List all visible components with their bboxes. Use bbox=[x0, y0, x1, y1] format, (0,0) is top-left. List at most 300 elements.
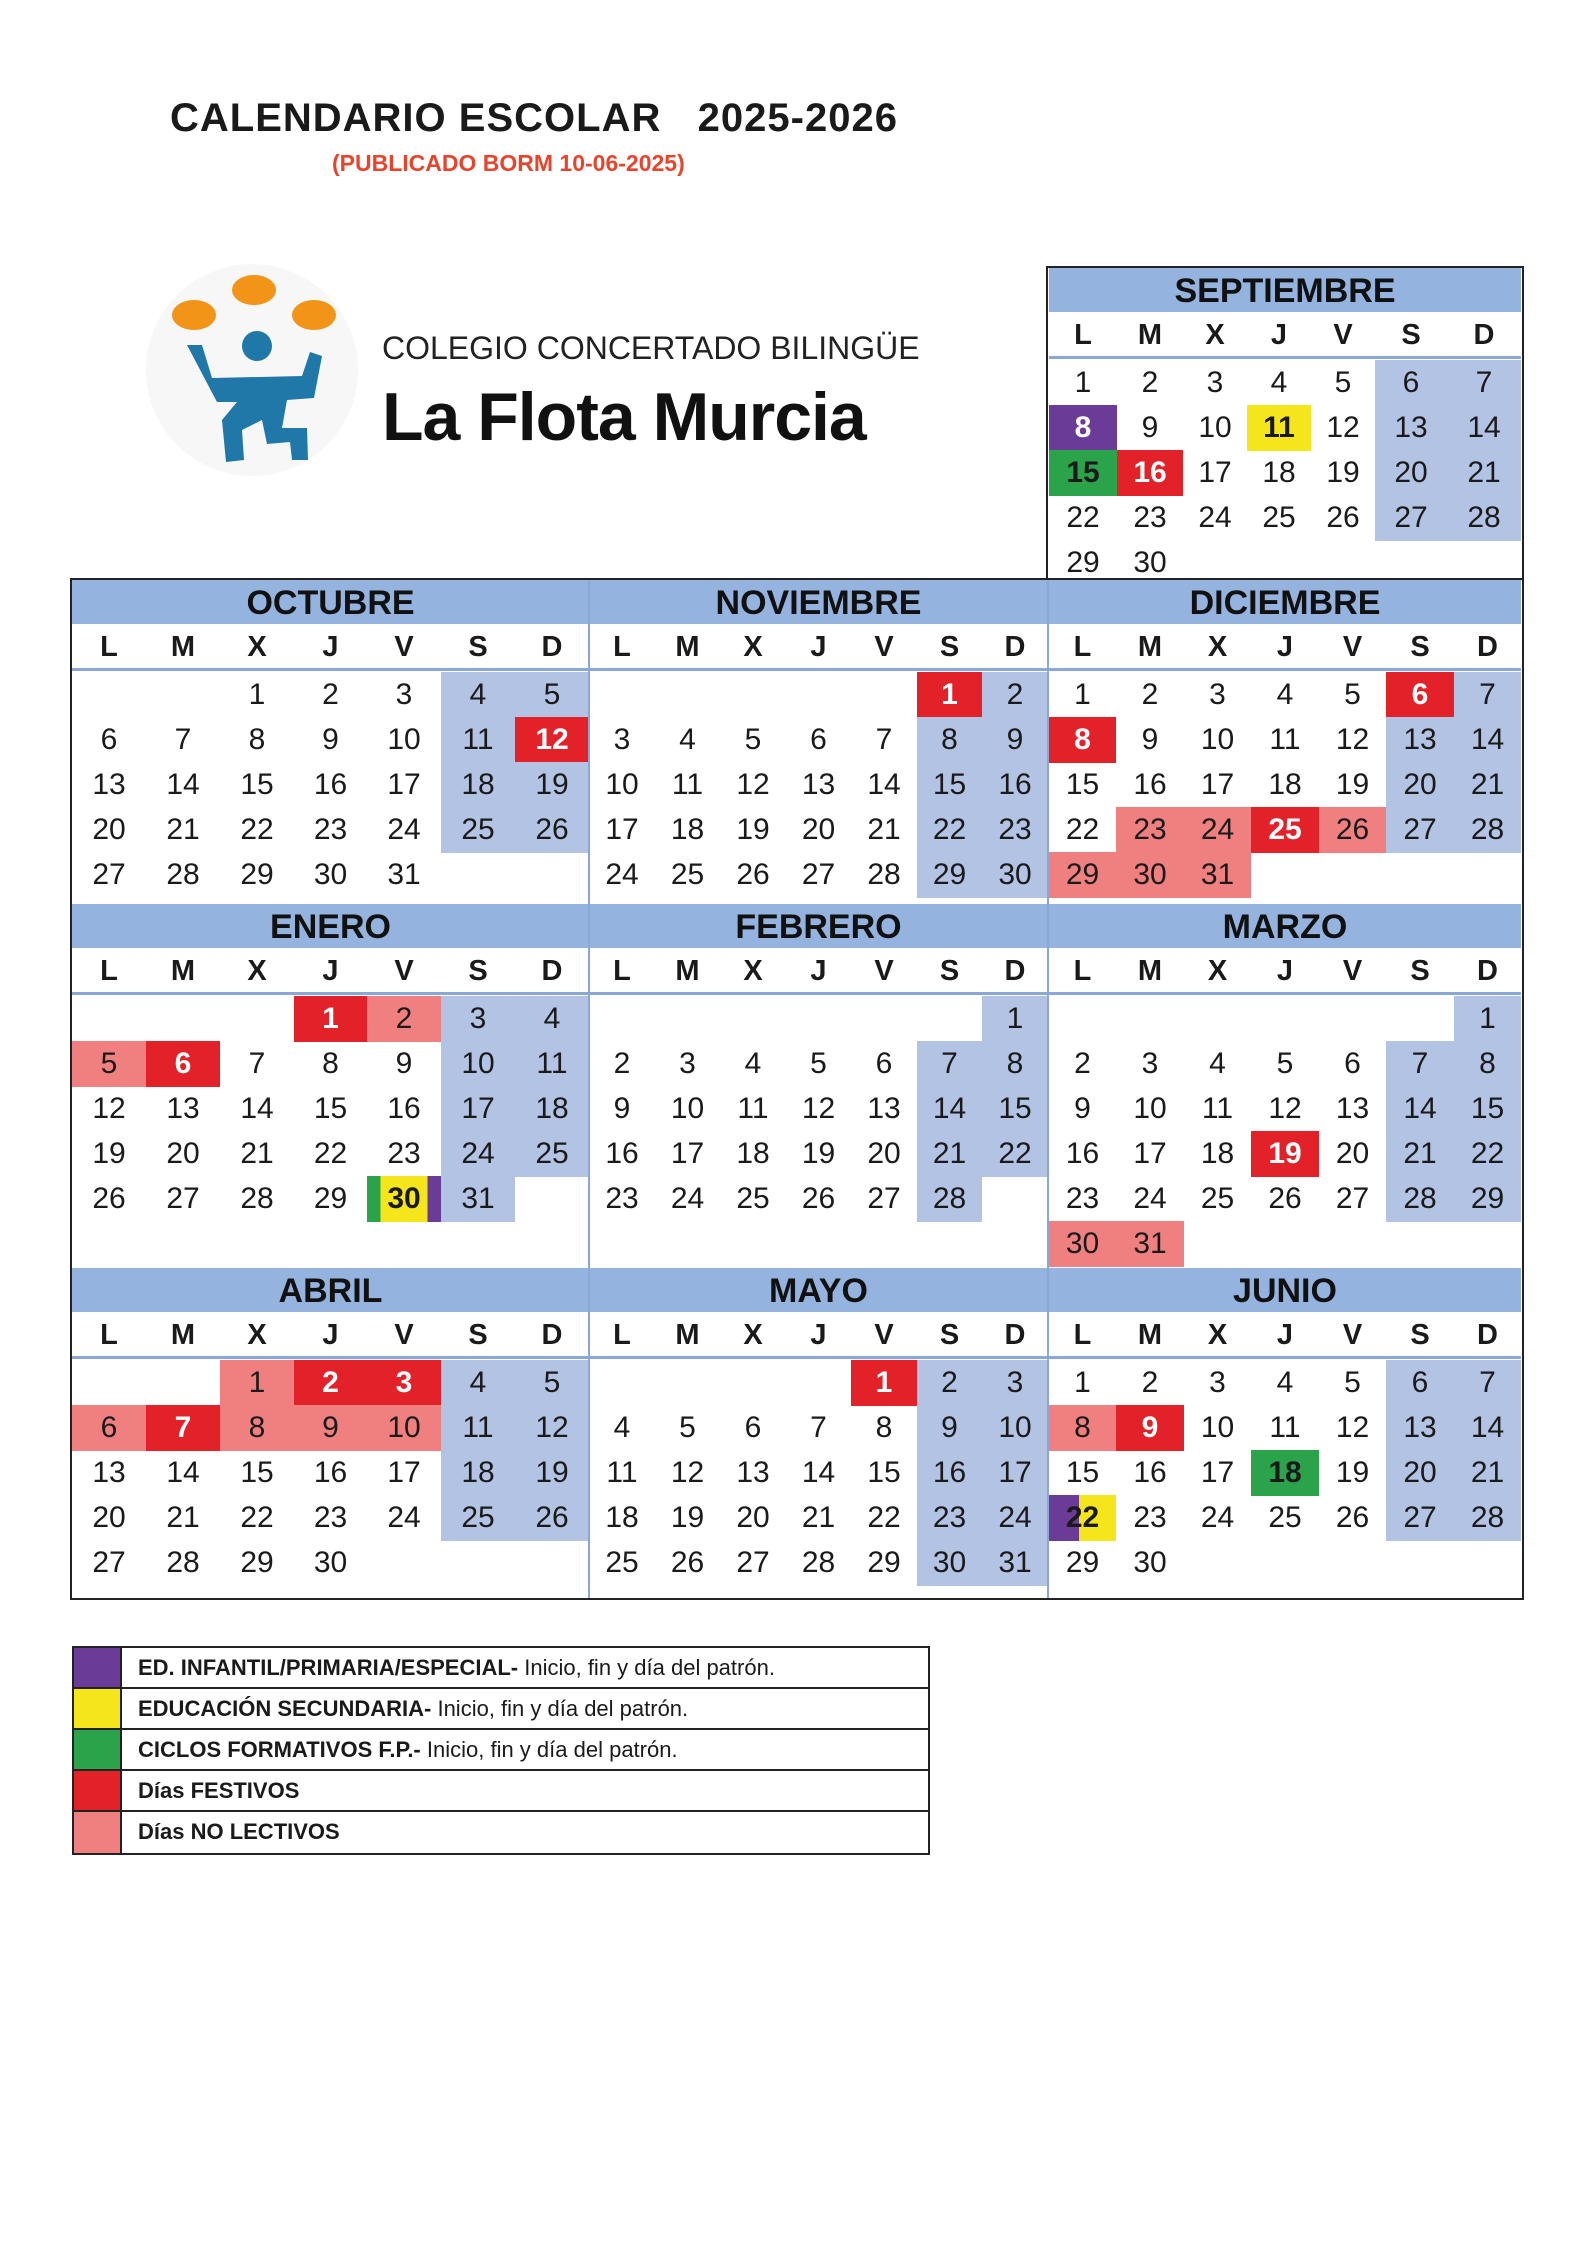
day-cell: 22 bbox=[1454, 1131, 1521, 1177]
day-cell: 22 bbox=[1065, 813, 1100, 846]
weekday-label: L bbox=[1074, 319, 1092, 351]
weekday-label: S bbox=[468, 955, 488, 987]
day-cell: 27 bbox=[736, 1546, 770, 1579]
day-cell: 25 bbox=[736, 1182, 770, 1215]
day-cell: 18 bbox=[515, 1086, 589, 1132]
legend-swatch bbox=[74, 1730, 122, 1769]
day-cell: 28 bbox=[801, 1546, 836, 1579]
day-cell: 21 bbox=[867, 813, 901, 846]
day-cell: 26 bbox=[1326, 501, 1360, 534]
day-cell: 7 bbox=[1454, 672, 1521, 718]
day-cell: 20 bbox=[736, 1501, 770, 1534]
day-cell: 25 bbox=[605, 1546, 639, 1579]
day-cell: 21 bbox=[240, 1137, 274, 1170]
weekday-label: M bbox=[675, 1319, 700, 1351]
weekday-label: S bbox=[1401, 319, 1421, 351]
weekday-label: D bbox=[1004, 631, 1026, 663]
day-cell: 6 bbox=[1386, 1360, 1454, 1406]
day-cell: 17 bbox=[982, 1450, 1048, 1496]
weekday-label: X bbox=[1205, 319, 1225, 351]
day-cell: 19 bbox=[1335, 1456, 1370, 1489]
day-cell: 13 bbox=[867, 1092, 901, 1125]
day-cell: 3 bbox=[982, 1360, 1048, 1406]
day-cell: 12 bbox=[670, 1456, 705, 1489]
weekday-label: V bbox=[1342, 631, 1363, 663]
school-logo-icon bbox=[142, 260, 372, 480]
day-cell: 1 bbox=[1074, 1366, 1091, 1399]
day-cell: 26 bbox=[515, 807, 589, 853]
month-title: DICIEMBRE bbox=[1049, 580, 1521, 624]
day-cell: 11 bbox=[671, 768, 704, 801]
day-cell: 8 bbox=[1454, 1041, 1521, 1087]
day-cell: 20 bbox=[1335, 1137, 1370, 1170]
day-cell: 23 bbox=[313, 813, 348, 846]
day-cell: 2 bbox=[1141, 1366, 1159, 1399]
day-cell: 29 bbox=[917, 852, 982, 898]
day-cell: 11 bbox=[606, 1456, 638, 1489]
day-cell: 13 bbox=[92, 1456, 126, 1489]
day-cell: 27 bbox=[1335, 1182, 1370, 1215]
day-cell: 4 bbox=[1276, 678, 1294, 711]
weekday-label: M bbox=[1137, 1319, 1163, 1351]
weekday-label: M bbox=[170, 1319, 196, 1351]
day-cell: 19 bbox=[515, 1450, 589, 1496]
day-cell: 3 bbox=[613, 723, 631, 756]
column-divider bbox=[588, 580, 590, 1598]
weekday-label: X bbox=[1207, 1319, 1228, 1351]
day-cell: 9 bbox=[322, 723, 339, 756]
day-cell: 31 bbox=[1116, 1221, 1184, 1267]
day-cell: 24 bbox=[441, 1131, 515, 1177]
day-cell: 2 bbox=[1141, 366, 1159, 399]
day-cell: 8 bbox=[248, 723, 266, 756]
day-cell: 8 bbox=[875, 1411, 893, 1444]
legend-label: CICLOS FORMATIVOS F.P.- Inicio, fin y día del patrón. bbox=[138, 1737, 678, 1762]
legend-row bbox=[74, 1730, 928, 1771]
weekday-label: S bbox=[468, 631, 488, 663]
day-cell: 5 bbox=[810, 1047, 827, 1080]
day-cell: 30 bbox=[1133, 546, 1167, 579]
day-cell: 24 bbox=[605, 858, 639, 891]
weekday-label: D bbox=[1004, 1319, 1026, 1351]
legend-row bbox=[74, 1689, 928, 1730]
day-cell: 18 bbox=[1251, 1450, 1319, 1496]
day-cell: 9 bbox=[1141, 723, 1159, 756]
day-cell: 3 bbox=[367, 1360, 441, 1406]
day-cell: 9 bbox=[917, 1405, 982, 1451]
weekday-label: X bbox=[743, 955, 763, 987]
weekday-label: M bbox=[170, 631, 196, 663]
day-cell: 10 bbox=[387, 723, 421, 756]
day-cell: 19 bbox=[92, 1137, 126, 1170]
day-cell: 23 bbox=[605, 1182, 639, 1215]
day-cell: 10 bbox=[982, 1405, 1048, 1451]
day-cell: 15 bbox=[917, 762, 982, 808]
legend-row bbox=[74, 1771, 928, 1812]
day-cell: 17 bbox=[441, 1086, 515, 1132]
day-cell: 8 bbox=[322, 1047, 339, 1080]
day-cell: 1 bbox=[1454, 996, 1521, 1042]
day-cell: 29 bbox=[1066, 546, 1100, 579]
september-frame bbox=[1046, 266, 1524, 580]
day-cell: 29 bbox=[240, 1546, 274, 1579]
day-cell: 28 bbox=[166, 858, 200, 891]
month-title: ABRIL bbox=[72, 1268, 589, 1312]
day-cell: 19 bbox=[736, 813, 770, 846]
day-cell: 20 bbox=[92, 813, 126, 846]
month-title: FEBRERO bbox=[589, 904, 1048, 948]
day-cell: 8 bbox=[1049, 405, 1117, 451]
day-cell: 13 bbox=[1386, 717, 1454, 763]
day-cell: 24 bbox=[1184, 807, 1251, 853]
day-cell: 10 bbox=[670, 1092, 705, 1125]
day-cell: 4 bbox=[613, 1411, 631, 1444]
day-cell: 22 bbox=[240, 1501, 274, 1534]
day-cell: 2 bbox=[917, 1360, 982, 1406]
day-cell: 11 bbox=[515, 1041, 589, 1087]
day-cell: 15 bbox=[1065, 1456, 1100, 1489]
day-cell: 8 bbox=[1049, 717, 1116, 763]
day-cell: 31 bbox=[982, 1540, 1048, 1586]
day-cell: 5 bbox=[1344, 1366, 1361, 1399]
weekday-label: M bbox=[1137, 955, 1163, 987]
day-cell: 12 bbox=[92, 1092, 126, 1125]
day-cell: 13 bbox=[801, 768, 836, 801]
day-cell: 31 bbox=[387, 858, 421, 891]
day-cell: 4 bbox=[441, 672, 515, 718]
day-cell: 5 bbox=[1344, 678, 1361, 711]
day-cell: 5 bbox=[744, 723, 762, 756]
day-cell: 25 bbox=[670, 858, 705, 891]
day-cell: 12 bbox=[515, 1405, 589, 1451]
weekday-label: X bbox=[247, 1319, 267, 1351]
day-cell: 11 bbox=[441, 1405, 515, 1451]
weekday-label: V bbox=[394, 955, 414, 987]
day-cell: 18 bbox=[441, 762, 515, 808]
day-cell: 12 bbox=[736, 768, 770, 801]
day-cell: 28 bbox=[1454, 807, 1521, 853]
weekday-label: L bbox=[100, 955, 118, 987]
day-cell: 5 bbox=[72, 1041, 146, 1087]
day-cell: 6 bbox=[810, 723, 827, 756]
day-cell: 16 bbox=[387, 1092, 421, 1125]
weekday-label: J bbox=[322, 1319, 339, 1351]
day-cell: 13 bbox=[166, 1092, 200, 1125]
day-cell: 5 bbox=[515, 672, 589, 718]
day-cell: 6 bbox=[72, 1405, 146, 1451]
day-cell: 26 bbox=[1335, 1501, 1370, 1534]
day-cell: 21 bbox=[917, 1131, 982, 1177]
day-cell: 23 bbox=[982, 807, 1048, 853]
month-title: MAYO bbox=[589, 1268, 1048, 1312]
weekday-label: L bbox=[1073, 631, 1092, 663]
weekday-label: D bbox=[541, 955, 563, 987]
day-cell: 14 bbox=[166, 768, 200, 801]
day-cell: 15 bbox=[240, 1456, 274, 1489]
day-cell: 13 bbox=[1386, 1405, 1454, 1451]
day-cell: 14 bbox=[801, 1456, 836, 1489]
weekday-label: V bbox=[1342, 955, 1363, 987]
day-cell: 24 bbox=[1198, 501, 1232, 534]
legend-swatch bbox=[74, 1812, 122, 1853]
day-cell: 7 bbox=[146, 1405, 220, 1451]
day-cell: 23 bbox=[1065, 1182, 1100, 1215]
day-cell: 2 bbox=[1074, 1047, 1091, 1080]
weekday-label: V bbox=[874, 955, 894, 987]
day-cell: 30 bbox=[1133, 1546, 1167, 1579]
day-cell: 29 bbox=[1049, 852, 1116, 898]
day-cell: 23 bbox=[917, 1495, 982, 1541]
weekday-label: X bbox=[247, 631, 267, 663]
day-cell: 18 bbox=[441, 1450, 515, 1496]
day-cell: 26 bbox=[1319, 807, 1386, 853]
weekday-label: V bbox=[394, 631, 414, 663]
day-cell: 27 bbox=[92, 1546, 126, 1579]
day-cell: 10 bbox=[1200, 723, 1235, 756]
day-cell: 15 bbox=[867, 1456, 901, 1489]
day-cell: 22 bbox=[313, 1137, 348, 1170]
day-cell: 24 bbox=[670, 1182, 705, 1215]
day-cell: 15 bbox=[313, 1092, 348, 1125]
weekday-label: L bbox=[613, 631, 631, 663]
day-cell: 30 bbox=[313, 1546, 348, 1579]
day-cell: 11 bbox=[441, 717, 515, 763]
day-cell: 20 bbox=[166, 1137, 200, 1170]
day-cell: 11 bbox=[1247, 405, 1311, 451]
day-cell: 2 bbox=[1141, 678, 1159, 711]
day-cell: 20 bbox=[1386, 1450, 1454, 1496]
day-cell: 1 bbox=[851, 1360, 917, 1406]
weekday-label: L bbox=[100, 631, 118, 663]
day-cell: 3 bbox=[441, 996, 515, 1042]
day-cell: 28 bbox=[917, 1176, 982, 1222]
day-cell: 14 bbox=[867, 768, 901, 801]
day-cell: 14 bbox=[1447, 405, 1521, 451]
day-cell: 4 bbox=[515, 996, 589, 1042]
day-cell: 26 bbox=[92, 1182, 126, 1215]
day-cell: 9 bbox=[1141, 411, 1159, 444]
day-cell: 26 bbox=[801, 1182, 836, 1215]
day-cell: 13 bbox=[92, 768, 126, 801]
day-cell: 7 bbox=[174, 723, 192, 756]
day-cell: 8 bbox=[982, 1041, 1048, 1087]
day-cell: 28 bbox=[1386, 1176, 1454, 1222]
month-title: JUNIO bbox=[1049, 1268, 1521, 1312]
day-cell: 22 bbox=[917, 807, 982, 853]
day-cell: 28 bbox=[1454, 1495, 1521, 1541]
day-cell: 13 bbox=[1335, 1092, 1370, 1125]
weekday-label: V bbox=[1342, 1319, 1363, 1351]
day-cell: 16 bbox=[1117, 450, 1183, 496]
day-cell: 30 bbox=[1049, 1221, 1116, 1267]
day-cell: 5 bbox=[1334, 366, 1352, 399]
day-cell: 15 bbox=[1454, 1086, 1521, 1132]
weekday-label: S bbox=[1410, 631, 1430, 663]
day-cell: 2 bbox=[982, 672, 1048, 718]
day-cell: 18 bbox=[1262, 456, 1296, 489]
day-cell: 11 bbox=[1201, 1092, 1234, 1125]
day-cell: 23 bbox=[313, 1501, 348, 1534]
day-cell: 9 bbox=[1116, 1405, 1184, 1451]
day-cell: 26 bbox=[1268, 1182, 1302, 1215]
day-cell: 14 bbox=[917, 1086, 982, 1132]
day-cell: 30 bbox=[917, 1540, 982, 1586]
day-cell: 28 bbox=[166, 1546, 200, 1579]
legend-swatch bbox=[74, 1689, 122, 1728]
day-cell: 6 bbox=[744, 1411, 762, 1444]
weekday-label: S bbox=[1410, 1319, 1430, 1351]
weekday-label: M bbox=[675, 955, 700, 987]
day-cell: 10 bbox=[605, 768, 639, 801]
day-cell: 14 bbox=[166, 1456, 200, 1489]
day-cell: 8 bbox=[917, 717, 982, 763]
day-cell: 2 bbox=[322, 678, 339, 711]
day-cell: 5 bbox=[679, 1411, 696, 1444]
day-cell: 19 bbox=[1326, 456, 1360, 489]
day-cell: 12 bbox=[801, 1092, 836, 1125]
weekday-label: V bbox=[874, 631, 894, 663]
day-cell: 9 bbox=[1074, 1092, 1091, 1125]
day-cell: 10 bbox=[1133, 1092, 1167, 1125]
day-cell: 30 bbox=[1116, 852, 1184, 898]
weekday-label: X bbox=[1207, 631, 1228, 663]
month-title: MARZO bbox=[1049, 904, 1521, 948]
day-cell: 19 bbox=[515, 762, 589, 808]
day-cell: 21 bbox=[1386, 1131, 1454, 1177]
day-cell: 10 bbox=[367, 1405, 441, 1451]
day-cell: 10 bbox=[441, 1041, 515, 1087]
weekday-label: D bbox=[1477, 1319, 1498, 1351]
day-cell: 16 bbox=[1065, 1137, 1100, 1170]
day-cell: 27 bbox=[92, 858, 126, 891]
day-cell: 27 bbox=[166, 1182, 200, 1215]
day-cell: 3 bbox=[395, 678, 413, 711]
day-cell: 4 bbox=[1209, 1047, 1226, 1080]
day-cell: 8 bbox=[220, 1405, 294, 1451]
day-cell: 19 bbox=[801, 1137, 836, 1170]
day-cell: 31 bbox=[1184, 852, 1251, 898]
day-cell: 14 bbox=[1386, 1086, 1454, 1132]
day-cell: 1 bbox=[982, 996, 1048, 1042]
weekday-label: X bbox=[743, 631, 763, 663]
day-cell: 6 bbox=[1344, 1047, 1361, 1080]
day-cell: 16 bbox=[1133, 1456, 1167, 1489]
day-cell: 22 bbox=[867, 1501, 901, 1534]
weekday-label: D bbox=[541, 1319, 563, 1351]
legend bbox=[72, 1646, 930, 1855]
day-cell: 26 bbox=[736, 858, 770, 891]
school-name: La Flota Murcia bbox=[382, 379, 866, 455]
day-cell: 8 bbox=[1049, 1405, 1116, 1451]
day-cell: 31 bbox=[441, 1176, 515, 1222]
day-cell: 23 bbox=[387, 1137, 421, 1170]
day-cell: 23 bbox=[1116, 807, 1184, 853]
day-cell: 6 bbox=[100, 723, 118, 756]
day-cell: 16 bbox=[313, 768, 348, 801]
day-cell: 28 bbox=[867, 858, 901, 891]
day-cell: 7 bbox=[917, 1041, 982, 1087]
day-cell: 17 bbox=[1200, 1456, 1235, 1489]
day-cell: 26 bbox=[670, 1546, 705, 1579]
day-cell: 6 bbox=[1375, 360, 1447, 406]
legend-label: ED. INFANTIL/PRIMARIA/ESPECIAL- Inicio, fin y día del patrón. bbox=[138, 1655, 775, 1680]
day-cell: 21 bbox=[166, 813, 200, 846]
day-cell: 15 bbox=[1065, 768, 1100, 801]
day-cell: 3 bbox=[1209, 678, 1226, 711]
day-cell: 1 bbox=[1074, 366, 1092, 399]
day-cell: 18 bbox=[1200, 1137, 1235, 1170]
legend-swatch bbox=[74, 1648, 122, 1687]
legend-label: EDUCACIÓN SECUNDARIA- Inicio, fin y día del patrón. bbox=[138, 1696, 689, 1721]
day-cell: 25 bbox=[441, 1495, 515, 1541]
day-cell: 7 bbox=[248, 1047, 266, 1080]
weekday-label: M bbox=[1137, 631, 1163, 663]
day-cell: 19 bbox=[1335, 768, 1370, 801]
day-cell: 27 bbox=[1386, 807, 1454, 853]
day-cell: 3 bbox=[1141, 1047, 1159, 1080]
day-cell: 13 bbox=[1375, 405, 1447, 451]
day-cell: 22 bbox=[240, 813, 274, 846]
day-cell: 12 bbox=[1326, 411, 1360, 444]
day-cell: 3 bbox=[679, 1047, 696, 1080]
day-cell: 20 bbox=[1375, 450, 1447, 496]
month-title: ENERO bbox=[72, 904, 589, 948]
day-cell: 22 bbox=[1066, 501, 1100, 534]
day-cell: 1 bbox=[248, 678, 266, 711]
day-cell: 7 bbox=[1454, 1360, 1521, 1406]
day-cell: 21 bbox=[1454, 762, 1521, 808]
day-cell: 27 bbox=[867, 1182, 901, 1215]
weekday-label: J bbox=[1276, 955, 1294, 987]
weekday-label: V bbox=[874, 1319, 894, 1351]
day-cell: 21 bbox=[166, 1501, 200, 1534]
weekday-label: L bbox=[1073, 1319, 1092, 1351]
column-divider bbox=[1047, 580, 1049, 1598]
day-cell: 2 bbox=[613, 1047, 631, 1080]
day-cell: 20 bbox=[867, 1137, 901, 1170]
weekday-label: D bbox=[541, 631, 563, 663]
day-cell: 30 bbox=[982, 852, 1048, 898]
month-title: OCTUBRE bbox=[72, 580, 589, 624]
day-cell: 25 bbox=[1268, 1501, 1302, 1534]
weekday-label: D bbox=[1004, 955, 1026, 987]
day-cell: 14 bbox=[1454, 1405, 1521, 1451]
day-cell: 16 bbox=[1133, 768, 1167, 801]
day-cell: 24 bbox=[982, 1495, 1048, 1541]
weekday-label: X bbox=[247, 955, 267, 987]
day-cell: 24 bbox=[387, 1501, 421, 1534]
legend-row bbox=[74, 1648, 928, 1689]
day-cell: 4 bbox=[1270, 366, 1288, 399]
day-cell: 14 bbox=[1454, 717, 1521, 763]
day-cell: 29 bbox=[867, 1546, 901, 1579]
day-cell: 29 bbox=[313, 1182, 348, 1215]
day-cell: 3 bbox=[1206, 366, 1224, 399]
day-cell: 18 bbox=[670, 813, 705, 846]
day-cell: 19 bbox=[1251, 1131, 1319, 1177]
legend-row bbox=[74, 1812, 928, 1853]
day-cell: 25 bbox=[1262, 501, 1296, 534]
day-cell: 12 bbox=[515, 717, 589, 763]
day-cell: 23 bbox=[1133, 501, 1167, 534]
day-cell: 13 bbox=[736, 1456, 770, 1489]
day-cell: 25 bbox=[1200, 1182, 1235, 1215]
day-cell: 16 bbox=[313, 1456, 348, 1489]
day-cell: 5 bbox=[1276, 1047, 1294, 1080]
publication-note: (PUBLICADO BORM 10-06-2025) bbox=[332, 150, 685, 176]
day-cell: 17 bbox=[1198, 456, 1232, 489]
day-cell: 7 bbox=[1386, 1041, 1454, 1087]
